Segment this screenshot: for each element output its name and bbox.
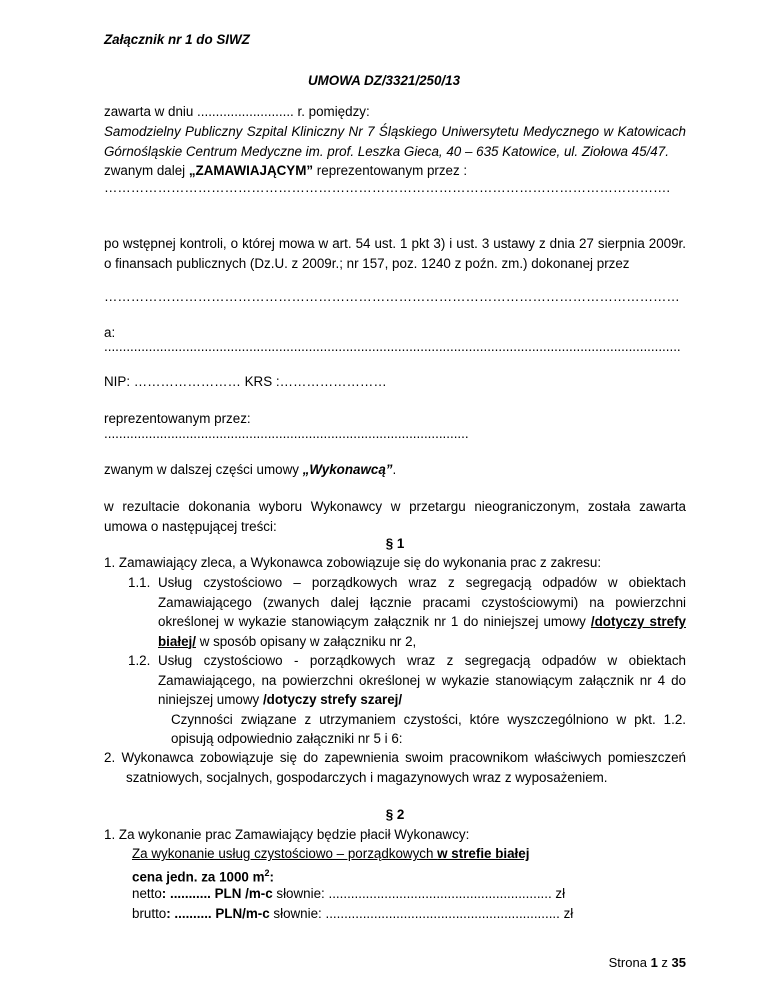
s1-point-2: 2. Wykonawca zobowiązuje się do zapewnienia swoim pracownikom właściwych pomieszczeń szatniowych, socjalnych, gospodarczych i magazynowych wraz z wyposażeniem. [104,750,686,785]
s2-point-1: 1. Za wykonanie prac Zamawiający będzie płacił Wykonawcy: [104,827,470,842]
annex-header: Załącznik nr 1 do SIWZ [104,32,250,47]
called-line: zwanym dalej „ZAMAWIAJĄCYM” reprezentowanym przez : [104,163,468,178]
brutto-line: brutto: .......... PLN/m-c słownie: ............................................................... zł [132,906,574,921]
blank-line-4: .................................................................................................. [104,426,469,441]
contractor-line: zwanym w dalszej części umowy „Wykonawcą”. [104,462,397,477]
ordering-party-name: „ZAMAWIAJĄCYM” [188,163,314,178]
represented-by: reprezentowanym przez: [104,411,251,426]
intro-date-line: zawarta w dniu .......................... r. pomiędzy: [104,104,370,119]
contract-title: UMOWA DZ/3321/250/13 [307,73,461,88]
s1-point-1-1: 1.1. Usług czystościowo – porządkowych wraz z segregacją odpadów w obiektach Zamawiającego (zwanych dalej łącznie pracami czystościowymi) na powierzchni określonej w wykazie stanowiącym załącznik nr 1 do niniejszej umowy /dotyczy strefy białej/ w sposób opisany w załączniku nr 2, [128,575,686,649]
unit-price-label: cena jedn. za 1000 $m^2$: [132,868,274,885]
blank-line-3: ........................................................................................................................................................... [104,339,681,354]
blank-line-2: ………………………………………………………………………………………………………………… [104,289,680,304]
section-1-heading: § 1 [385,536,405,551]
white-zone-marker: /dotyczy strefy białej/ [158,614,686,649]
section-2-heading: § 2 [385,807,405,822]
netto-line: netto: ........... PLN /m-c słownie: ............................................................ zł [132,886,566,901]
grey-zone-marker: /dotyczy strefy szarej/ [262,692,403,707]
contractor-name: „Wykonawcą” [302,462,393,477]
result-paragraph: w rezultacie dokonania wyboru Wykonawcy w przetargu nieograniczonym, została zawarta umowa o następującej treści: [104,499,686,534]
s2-subheading: Za wykonanie usług czystościowo – porządkowych w strefie białej [132,846,530,861]
a-label: a: [104,325,116,340]
control-paragraph: po wstępnej kontroli, o której mowa w art. 54 ust. 1 pkt 3) i ust. 3 ustawy z dnia 27 sierpnia 2009r. o finansach publicznych (Dz.U. z 2009r.; nr 157, poz. 1240 z poźn. zm.) dokonanej przez [104,236,686,271]
page-number: Strona 1 z 35 [608,955,686,970]
s1-point-1-2-note: Czynności związane z utrzymaniem czystości, które wyszczególniono w pkt. 1.2. opisują odpowiednio załączniki nr 5 i 6: [171,711,686,746]
hospital-name: Samodzielny Publiczny Szpital Kliniczny Nr 7 Śląskiego Uniwersytetu Medycznego w Katowicach Górnośląskie Centrum Medyczne im. prof. Leszka Gieca, 40 – 635 Katowice, ul. Ziołowa 45/47. [104,124,686,159]
blank-line-1: ………………………………………………………………………………………………………………. [104,180,671,195]
s1-point-1: 1. Zamawiający zleca, a Wykonawca zobowiązuje się do wykonania prac z zakresu: [104,555,602,570]
s1-point-1-2: 1.2. Usług czystościowo - porządkowych wraz z segregacją odpadów w obiektach Zamawiającego, na powierzchni określonej w wykazie stanowiącym załącznik nr 4 do niniejszej umowy /dotyczy strefy szarej/ Czynności związane z utrzymaniem czystości, które wyszczególniono w pkt. 1.2. opisują odpowiednio załączniki nr 5 i 6: [128,651,686,749]
nip-krs-line: NIP: …………………… KRS :…………………… [104,374,387,389]
